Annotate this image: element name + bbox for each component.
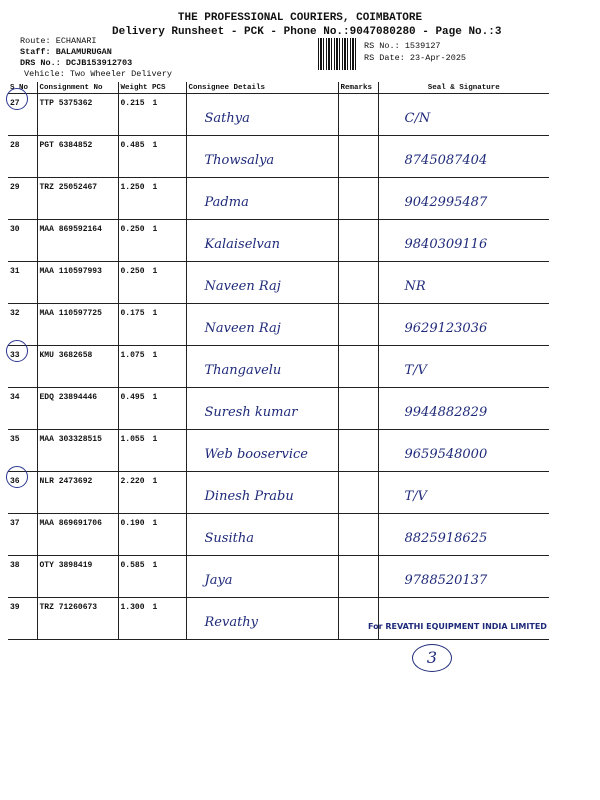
row-sno: 28	[8, 136, 37, 178]
col-header-sno: S No	[8, 82, 37, 94]
row-signature	[378, 472, 549, 514]
row-weight: 0.215 1	[118, 94, 186, 136]
consignee-name: Kalaiselvan	[204, 237, 281, 252]
row-consignment: OTY 3898419	[37, 556, 118, 598]
row-signature	[378, 388, 549, 430]
page-number-mark: 3	[412, 644, 452, 672]
row-sno: 30	[8, 220, 37, 262]
row-consignment: TRZ 71260673	[37, 598, 118, 640]
consignee-name: Web booservice	[204, 447, 308, 462]
circle-mark	[6, 88, 28, 110]
row-weight: 0.250 1	[118, 262, 186, 304]
row-signature	[378, 598, 549, 640]
row-weight: 0.190 1	[118, 514, 186, 556]
row-pcs: 1	[152, 225, 158, 234]
table-row	[8, 388, 549, 430]
consignee-name: Padma	[204, 195, 249, 210]
circle-mark	[6, 466, 28, 488]
consignee-name: Naveen Raj	[204, 279, 281, 294]
table-row	[8, 430, 549, 472]
table-row	[8, 136, 549, 178]
consignee-name: Jaya	[204, 573, 233, 588]
signature-text: T/V	[404, 363, 427, 378]
signature-text: 9944882829	[404, 405, 488, 420]
row-signature	[378, 262, 549, 304]
consignee-name: Naveen Raj	[204, 321, 281, 336]
runsheet-subtitle: Delivery Runsheet - PCK - Phone No.:9047080280 - Page No.:3	[112, 26, 502, 38]
row-consignment: MAA 110597993	[37, 262, 118, 304]
table-row	[8, 598, 549, 640]
row-pcs: 1	[152, 393, 158, 402]
consignee-name: Revathy	[204, 615, 259, 630]
signature-text: T/V	[404, 489, 427, 504]
row-weight: 1.250 1	[118, 178, 186, 220]
row-pcs: 1	[152, 519, 158, 528]
row-remarks	[338, 514, 378, 556]
table-row	[8, 514, 549, 556]
row-sno: 35	[8, 430, 37, 472]
row-sno: 34	[8, 388, 37, 430]
table-header-row	[8, 82, 549, 94]
row-weight: 0.175 1	[118, 304, 186, 346]
row-consignee	[186, 94, 338, 136]
row-weight: 0.585 1	[118, 556, 186, 598]
row-consignee	[186, 472, 338, 514]
row-consignment: MAA 110597725	[37, 304, 118, 346]
row-signature	[378, 136, 549, 178]
staff-line: Staff: BALAMURUGAN	[20, 47, 112, 57]
row-remarks	[338, 304, 378, 346]
row-remarks	[338, 94, 378, 136]
table-row	[8, 220, 549, 262]
row-weight: 0.495 1	[118, 388, 186, 430]
table-row	[8, 346, 549, 388]
rs-date-value: 23-Apr-2025	[409, 53, 467, 63]
row-signature	[378, 304, 549, 346]
table-row	[8, 262, 549, 304]
row-sno: 29	[8, 178, 37, 220]
row-pcs: 1	[152, 435, 158, 444]
row-sno: 33	[8, 346, 37, 388]
row-pcs: 1	[152, 267, 158, 276]
route-line: Route: ECHANARI	[20, 36, 97, 46]
table-row	[8, 94, 549, 136]
row-signature	[378, 346, 549, 388]
row-consignee	[186, 388, 338, 430]
drs-value: DCJB153912703	[65, 58, 133, 68]
row-consignee	[186, 556, 338, 598]
row-pcs: 1	[152, 183, 158, 192]
row-consignment: MAA 303328515	[37, 430, 118, 472]
row-consignee	[186, 304, 338, 346]
row-weight: 0.485 1	[118, 136, 186, 178]
col-header-remarks: Remarks	[338, 82, 378, 94]
row-remarks	[338, 220, 378, 262]
barcode	[318, 38, 358, 70]
consignee-name: Sathya	[204, 111, 250, 126]
row-signature	[378, 514, 549, 556]
consignee-name: Thangavelu	[204, 363, 282, 378]
row-pcs: 1	[152, 477, 158, 486]
rs-no-value: 1539127	[404, 41, 441, 51]
staff-value: BALAMURUGAN	[55, 47, 112, 57]
row-pcs: 1	[152, 561, 158, 570]
row-sno: 38	[8, 556, 37, 598]
row-sno: 27	[8, 94, 37, 136]
row-consignee	[186, 598, 338, 640]
row-remarks	[338, 346, 378, 388]
row-remarks	[338, 136, 378, 178]
row-sno: 37	[8, 514, 37, 556]
row-consignment: MAA 869592164	[37, 220, 118, 262]
runsheet-table	[8, 82, 549, 640]
row-consignment: TRZ 25052467	[37, 178, 118, 220]
row-remarks	[338, 178, 378, 220]
row-pcs: 1	[152, 99, 158, 108]
row-weight: 2.220 1	[118, 472, 186, 514]
row-signature	[378, 430, 549, 472]
rs-date-line: RS Date: 23-Apr-2025	[364, 53, 467, 63]
row-consignee	[186, 136, 338, 178]
row-weight: 0.250 1	[118, 220, 186, 262]
row-consignee	[186, 262, 338, 304]
col-header-consignee: Consignee Details	[186, 82, 338, 94]
signature-text: NR	[404, 279, 426, 294]
vehicle-value: Two Wheeler Delivery	[69, 69, 172, 79]
table-row	[8, 472, 549, 514]
row-remarks	[338, 430, 378, 472]
row-signature	[378, 220, 549, 262]
col-header-seal: Seal & Signature	[378, 82, 549, 94]
row-sno: 32	[8, 304, 37, 346]
row-consignment: EDQ 23894446	[37, 388, 118, 430]
row-remarks	[338, 556, 378, 598]
row-consignment: PGT 6384852	[37, 136, 118, 178]
table-row	[8, 556, 549, 598]
row-consignee	[186, 514, 338, 556]
signature-text: 8825918625	[404, 531, 488, 546]
signature-text: 9629123036	[404, 321, 488, 336]
row-sno: 36	[8, 472, 37, 514]
signature-text: 9840309116	[404, 237, 488, 252]
rs-no-line: RS No.: 1539127	[364, 41, 441, 51]
row-pcs: 1	[152, 351, 158, 360]
signature-text: 9042995487	[404, 195, 488, 210]
route-value: ECHANARI	[55, 36, 97, 46]
signature-text: 9788520137	[404, 573, 488, 588]
row-consignment: NLR 2473692	[37, 472, 118, 514]
col-header-weight: Weight PCS	[118, 82, 186, 94]
row-remarks	[338, 388, 378, 430]
consignee-name: Dinesh Prabu	[204, 489, 294, 504]
row-weight: 1.075 1	[118, 346, 186, 388]
row-remarks	[338, 262, 378, 304]
row-consignment: KMU 3682658	[37, 346, 118, 388]
row-signature	[378, 178, 549, 220]
table-row	[8, 304, 549, 346]
consignee-name: Suresh kumar	[204, 405, 298, 420]
row-remarks	[338, 472, 378, 514]
row-pcs: 1	[152, 309, 158, 318]
company-title: THE PROFESSIONAL COURIERS, COIMBATORE	[177, 12, 423, 24]
row-weight: 1.055 1	[118, 430, 186, 472]
row-pcs: 1	[152, 141, 158, 150]
consignee-name: Susitha	[204, 531, 254, 546]
row-sno: 31	[8, 262, 37, 304]
consignee-name: Thowsalya	[204, 153, 275, 168]
row-consignee	[186, 346, 338, 388]
signature-text: 8745087404	[404, 153, 488, 168]
row-consignee	[186, 220, 338, 262]
company-stamp: For REVATHI EQUIPMENT INDIA LIMITED	[368, 622, 547, 631]
row-consignment: MAA 869691706	[37, 514, 118, 556]
col-header-consignment: Consignment No	[37, 82, 118, 94]
row-consignee	[186, 430, 338, 472]
drs-line: DRS No.: DCJB153912703	[20, 58, 133, 68]
row-weight: 1.300 1	[118, 598, 186, 640]
signature-text: C/N	[404, 111, 431, 126]
table-row	[8, 178, 549, 220]
row-sno: 39	[8, 598, 37, 640]
signature-text: 9659548000	[404, 447, 488, 462]
row-remarks	[338, 598, 378, 640]
row-consignee	[186, 178, 338, 220]
row-pcs: 1	[152, 603, 158, 612]
circle-mark	[6, 340, 28, 362]
row-signature	[378, 556, 549, 598]
vehicle-line: Vehicle: Two Wheeler Delivery	[24, 69, 172, 79]
row-consignment: TTP 5375362	[37, 94, 118, 136]
row-signature	[378, 94, 549, 136]
